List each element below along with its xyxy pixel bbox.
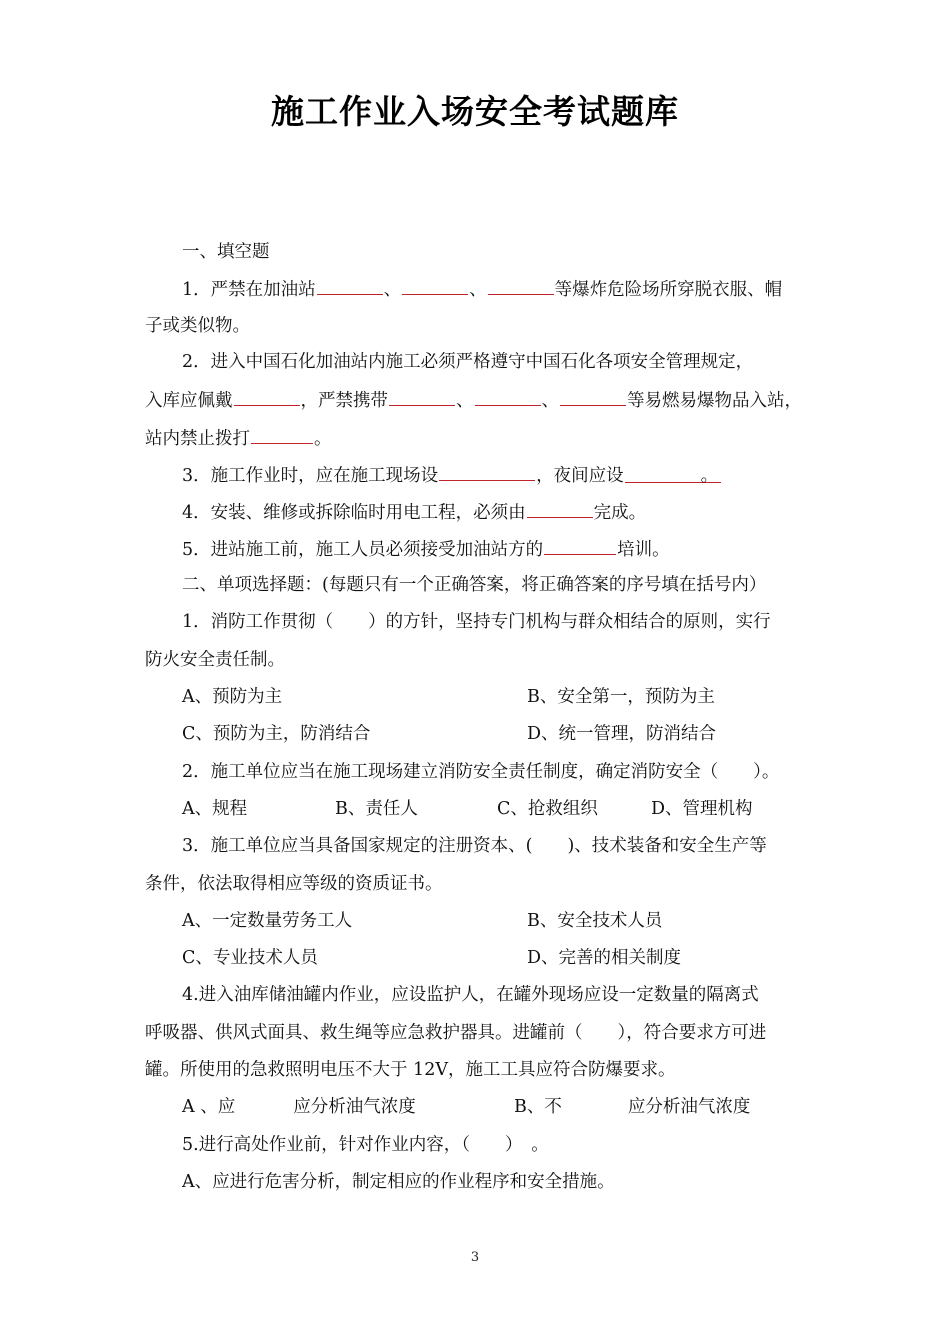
mc-q3-option-d[interactable]: D、完善的相关制度 xyxy=(527,948,682,968)
page-number: 3 xyxy=(470,1250,480,1265)
blank-field[interactable] xyxy=(317,276,383,295)
mc-q3-line1: 3．施工单位应当具备国家规定的注册资本、( )、技术装备和安全生产等 xyxy=(182,836,767,856)
blank-field[interactable] xyxy=(544,536,616,555)
mc-q4-line1: 4.进入油库储油罐内作业，应设监护人，在罐外现场应设一定数量的隔离式 xyxy=(182,985,759,1005)
q3-text: 3．施工作业时，应在施工现场设 xyxy=(182,466,439,486)
mc-q1-option-a[interactable]: A、预防为主 xyxy=(182,687,283,707)
mc-q2-option-a[interactable]: A、规程 xyxy=(182,799,248,819)
q5-line1 xyxy=(182,536,670,560)
mc-q5-option-a[interactable]: A、应进行危害分析，制定相应的作业程序和安全措施。 xyxy=(182,1172,615,1192)
q2-text-tail: 。 xyxy=(314,429,332,449)
separator: 、 xyxy=(456,391,474,411)
q1-line2: 子或类似物。 xyxy=(145,316,250,336)
mc-q1-option-b[interactable]: B、安全第一，预防为主 xyxy=(527,687,715,707)
q3-text: ，夜间应设 xyxy=(536,466,624,486)
mc-q3-option-b[interactable]: B、安全技术人员 xyxy=(527,911,663,931)
q4-text-tail: 完成。 xyxy=(593,503,647,523)
blank-field[interactable] xyxy=(402,276,468,295)
option-a-text: 应分析油气浓度 xyxy=(293,1097,416,1117)
mc-q1-option-c[interactable]: C、预防为主，防消结合 xyxy=(182,724,371,744)
separator: 、 xyxy=(383,280,402,300)
q1-line1 xyxy=(182,276,782,300)
q5-text-tail: 培训。 xyxy=(617,540,670,560)
blank-field[interactable] xyxy=(527,499,593,518)
mc-q3-option-c[interactable]: C、专业技术人员 xyxy=(182,948,318,968)
separator: 、 xyxy=(541,391,559,411)
mc-q1-line2: 防火安全责任制。 xyxy=(145,650,285,670)
mc-q4-line3: 罐。所使用的急救照明电压不大于 12V，施工工具应符合防爆要求。 xyxy=(145,1060,676,1080)
q1-text: 1．严禁在加油站 xyxy=(182,280,316,300)
q3-line1 xyxy=(182,462,722,486)
mc-q5-line1: 5.进行高处作业前，针对作业内容，（ ） 。 xyxy=(182,1135,549,1155)
q5-text: 5．进站施工前，施工人员必须接受加油站方的 xyxy=(182,540,544,560)
blank-field[interactable] xyxy=(234,387,300,406)
mc-q4-option-a[interactable] xyxy=(182,1095,416,1119)
option-a-letter: A 、应 xyxy=(182,1097,236,1117)
q3-text-tail: 。 xyxy=(700,466,719,486)
q2-text-tail: 等易燃易爆物品入站， xyxy=(627,391,802,411)
q2-text: ，严禁携带 xyxy=(300,391,388,411)
mc-q4-option-b[interactable] xyxy=(514,1095,750,1119)
blank-field[interactable] xyxy=(625,464,721,486)
mc-q4-line2: 呼吸器、供风式面具、救生绳等应急救护器具。进罐前（ ），符合要求方可进 xyxy=(145,1023,767,1043)
q2-line3 xyxy=(145,425,332,449)
q2-line2 xyxy=(145,387,802,411)
mc-q3-line2: 条件，依法取得相应等级的资质证书。 xyxy=(145,874,443,894)
blank-field[interactable] xyxy=(488,276,554,295)
section-heading-fill-blank: 一、填空题 xyxy=(182,242,270,262)
mc-q1-option-d[interactable]: D、统一管理，防消结合 xyxy=(527,724,717,744)
mc-q2-option-d[interactable]: D、管理机构 xyxy=(651,799,753,819)
page-title: 施工作业入场安全考试题库 xyxy=(271,92,679,131)
q4-line1 xyxy=(182,499,646,523)
blank-field[interactable] xyxy=(439,462,535,481)
blank-field[interactable] xyxy=(475,387,541,406)
mc-q3-option-a[interactable]: A、一定数量劳务工人 xyxy=(182,911,353,931)
blank-field[interactable] xyxy=(251,425,313,444)
q4-text: 4．安装、维修或拆除临时用电工程，必须由 xyxy=(182,503,526,523)
q1-text-tail: 等爆炸危险场所穿脱衣服、帽 xyxy=(554,280,783,300)
q2-line1: 2．进入中国石化加油站内施工必须严格遵守中国石化各项安全管理规定， xyxy=(182,352,754,372)
mc-q1-line1: 1．消防工作贯彻（ ）的方针，坚持专门机构与群众相结合的原则，实行 xyxy=(182,612,771,632)
blank-field[interactable] xyxy=(389,387,455,406)
mc-q2-option-b[interactable]: B、责任人 xyxy=(335,799,418,819)
q2-text: 入库应佩戴 xyxy=(145,391,233,411)
mc-q2-line1: 2．施工单位应当在施工现场建立消防安全责任制度，确定消防安全（ ）。 xyxy=(182,762,780,782)
separator: 、 xyxy=(469,280,487,300)
mc-q2-option-c[interactable]: C、抢救组织 xyxy=(497,799,598,819)
option-b-text: 应分析油气浓度 xyxy=(627,1097,751,1117)
q2-text: 站内禁止拨打 xyxy=(145,429,250,449)
blank-field[interactable] xyxy=(560,387,626,406)
option-b-letter: B、不 xyxy=(514,1097,562,1117)
section-heading-single-choice: 二、单项选择题：(每题只有一个正确答案，将正确答案的序号填在括号内） xyxy=(182,575,767,595)
